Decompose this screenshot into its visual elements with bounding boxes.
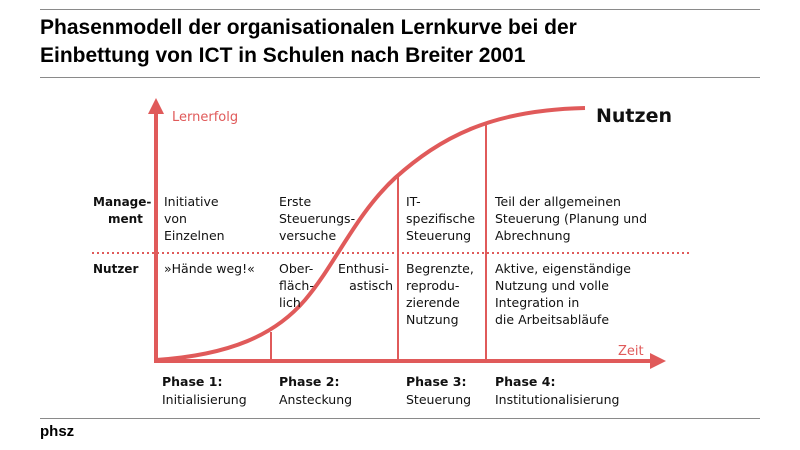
x-axis-arrow-icon <box>650 353 666 369</box>
nutzer-cell-phase3: Begrenzte, reprodu- zierende Nutzung <box>406 261 474 327</box>
row-label-nutzer: Nutzer <box>93 262 139 276</box>
phase-label-3: Phase 3: Steuerung <box>406 374 472 407</box>
management-cell-phase1: Initiative von Einzelnen <box>164 194 225 243</box>
phase-label-2: Phase 2: Ansteckung <box>279 374 353 407</box>
management-cell-phase4: Teil der allgemeinen Steuerung (Planung und Abrechnung <box>495 194 648 243</box>
phase-label-4: Phase 4: Institutionalisierung <box>495 374 620 407</box>
management-cell-phase2: Erste Steuerungs- versuche <box>279 194 356 243</box>
footer-logo-text: phsz <box>40 423 75 440</box>
management-cell-phase3: IT- spezifische Steuerung <box>406 194 476 243</box>
y-axis-arrow-icon <box>148 98 164 114</box>
nutzer-cell-phase1: »Hände weg!« <box>164 261 255 276</box>
nutzer-cell-phase4: Aktive, eigenständige Nutzung und volle Integration in die Arbeitsabläufe <box>495 261 631 327</box>
row-label-management-2: ment <box>108 212 143 226</box>
x-axis-label: Zeit <box>618 344 644 359</box>
footer-rule <box>40 418 760 419</box>
phase-label-1: Phase 1: Initialisierung <box>162 374 247 407</box>
row-label-management-1: Manage- <box>93 195 152 209</box>
curve-label: Nutzen <box>596 105 672 127</box>
y-axis-label: Lernerfolg <box>172 110 239 125</box>
title-line-1: Phasenmodell der organisationalen Lernkurve bei der <box>40 16 577 39</box>
nutzer-cell-phase2-left: Ober- fläch- lich <box>279 261 314 310</box>
nutzer-cell-phase2-right: Enthusi- astisch <box>337 261 393 293</box>
title-line-2: Einbettung von ICT in Schulen nach Breiter 2001 <box>40 44 526 67</box>
